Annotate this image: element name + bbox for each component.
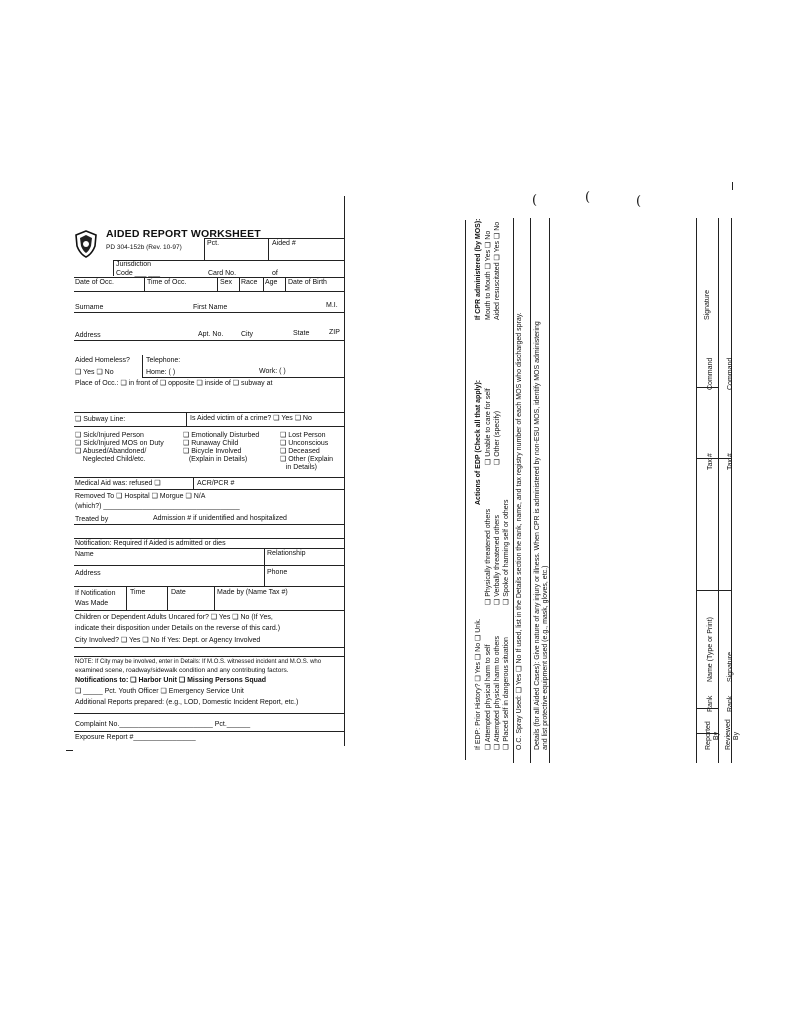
signature-column-label: Signature (704, 290, 711, 320)
removed-to[interactable]: Removed To ❑ Hospital ❑ Morgue ❑ N/A (75, 493, 206, 500)
name-type-label: Name (Type or Print) (707, 617, 714, 682)
rank-label: Rank (707, 695, 714, 712)
condition-option[interactable]: ❑ Sick/Injured Person (75, 432, 144, 439)
rank-label: Rank (727, 695, 734, 712)
condition-option[interactable]: ❑ Bicycle Involved (183, 448, 242, 455)
note-line-2: examined scene, roadway/sidewalk condition and any contributing factors. (75, 667, 289, 674)
admission-label: Admission # if unidentified and hospitalized (153, 515, 287, 522)
reported-by-label: Reported By (705, 721, 720, 750)
details-line-2: and list protective equipment used (e.g., mask, gloves, etc.) (542, 565, 549, 750)
condition-option-cont: Neglected Child/etc. (75, 456, 146, 463)
condition-option-cont: (Explain in Details) (183, 456, 248, 463)
city-involved[interactable]: City Involved? ❑ Yes ❑ No If Yes: Dept. or Agency Involved (75, 637, 261, 644)
police-shield-icon (74, 230, 98, 258)
command-label: Command (707, 357, 714, 390)
command-label: Command (727, 357, 734, 390)
zip-label: ZIP (329, 329, 340, 336)
homeless-yes-no[interactable]: ❑ Yes ❑ No (75, 369, 114, 376)
edp-action[interactable]: ❑ Unable to care for self (485, 388, 492, 465)
treated-by-label: Treated by (75, 516, 109, 523)
condition-column-2 (183, 432, 259, 464)
edp-action[interactable]: ❑ Other (specify) (494, 410, 501, 465)
aided-homeless-label: Aided Homeless? (75, 357, 130, 364)
city-label: City (241, 331, 254, 338)
edp-action[interactable]: ❑ Spoke of harming self or others (503, 499, 510, 605)
form-number: PD 304-152b (Rev. 10-97) (106, 244, 182, 251)
work-phone-label: Work: ( ) (259, 368, 286, 375)
cpr-title: If CPR administered (by MOS): (475, 218, 482, 320)
code-label: Code ___ ___ (116, 270, 160, 277)
tax-label: Tax # (727, 453, 734, 470)
card-of-label: of (272, 270, 278, 277)
time-of-occ-label: Time of Occ. (147, 279, 187, 286)
form-title: AIDED REPORT WORKSHEET (106, 228, 261, 240)
edp-action[interactable]: ❑ Placed self in dangerous situation (503, 637, 510, 750)
condition-option[interactable]: ❑ Runaway Child (183, 440, 239, 447)
condition-option[interactable]: ❑ Abused/Abandoned/ (75, 448, 147, 455)
notification-heading: Notification: Required if Aided is admitted or dies (75, 540, 226, 547)
condition-option-cont: in Details) (280, 464, 317, 471)
edp-action[interactable]: ❑ Physically threatened others (485, 508, 492, 605)
scan-mark: ( (636, 194, 642, 209)
if-notification-label: If Notification (75, 590, 116, 597)
reviewed-by-label: Reviewed By (725, 719, 740, 750)
tax-label: Tax # (707, 453, 714, 470)
surname-label: Surname (75, 304, 104, 311)
condition-column-1 (75, 432, 164, 464)
place-of-occ[interactable]: Place of Occ.: ❑ in front of ❑ opposite ❑ inside of ❑ subway at (75, 380, 273, 387)
children-question[interactable]: Children or Dependent Adults Uncared for? ❑ Yes ❑ No (If Yes, (75, 614, 273, 621)
condition-option[interactable]: ❑ Lost Person (280, 432, 326, 439)
aided-number-label: Aided # (272, 240, 296, 247)
jurisdiction-label: Jurisdiction (116, 261, 152, 268)
condition-column-3 (280, 432, 333, 472)
dob-label: Date of Birth (288, 279, 327, 286)
apt-label: Apt. No. (198, 331, 224, 338)
card-number-label: Card No. (208, 270, 237, 277)
exposure-report: Exposure Report #________________ (75, 734, 196, 741)
sex-label: Sex (220, 279, 233, 286)
home-phone-label: Home: ( ) (146, 369, 176, 376)
time-label: Time (130, 589, 146, 596)
medical-aid[interactable]: Medical Aid was: refused ❑ (75, 480, 161, 487)
age-label: Age (265, 279, 278, 286)
youth-officer[interactable]: ❑ _____ Pct. Youth Officer ❑ Emergency Service Unit (75, 688, 244, 695)
date-label: Date (171, 589, 186, 596)
first-name-label: First Name (193, 304, 228, 311)
details-line-1: Details (for all Aided Cases): Give nature of any injury or illness. When CPR is administered by non-ESU MOS, identify MOS administering (534, 321, 541, 750)
was-made-label: Was Made (75, 600, 109, 607)
scan-mark: ( (532, 193, 538, 208)
notifications-to[interactable]: Notifications to: ❑ Harbor Unit ❑ Missing Persons Squad (75, 677, 267, 684)
note-line-1: NOTE: If City may be involved, enter in Details: If M.O.S. witnessed incident and M.O.S. who (75, 659, 322, 665)
condition-option[interactable]: ❑ Emotionally Disturbed (183, 432, 260, 439)
condition-option[interactable]: ❑ Other (Explain (280, 456, 333, 463)
made-by-label: Made by (Name Tax #) (217, 589, 288, 596)
date-of-occ-label: Date of Occ. (75, 279, 114, 286)
actions-title: Actions of EDP (Check all that apply): (475, 379, 482, 505)
telephone-label: Telephone: (146, 357, 181, 364)
subway-line[interactable]: ❑ Subway Line: (75, 416, 126, 423)
cpr-option[interactable]: Aided resuscitated ❑ Yes ❑ No (494, 221, 501, 320)
state-label: State (293, 330, 310, 337)
condition-option[interactable]: ❑ Sick/Injured MOS on Duty (75, 440, 164, 447)
edp-history[interactable]: If EDP: Prior History? ❑ Yes ❑ No ❑ Unk. (475, 618, 482, 750)
condition-option[interactable]: ❑ Deceased (280, 448, 320, 455)
relationship-label: Relationship (267, 550, 306, 557)
scan-mark: ( (585, 190, 591, 205)
children-indicate: indicate their disposition under Details on the reverse of this card.) (75, 625, 281, 632)
acr-pcr: ACR/PCR # (197, 480, 235, 487)
notify-name-label: Name (75, 551, 94, 558)
pct-label: Pct. (207, 240, 220, 247)
additional-reports: Additional Reports prepared: (e.g., LOD, Domestic Incident Report, etc.) (75, 699, 299, 706)
address-label: Address (75, 332, 101, 339)
complaint-number: Complaint No.________________________ Pct.______ (75, 721, 251, 728)
race-label: Race (241, 279, 258, 286)
edp-action[interactable]: ❑ Verbally threatened others (494, 515, 501, 605)
which-hospital: (which?) ___________________________________ (75, 503, 240, 510)
signature-label: Signature (727, 652, 734, 682)
victim-of-crime[interactable]: Is Aided victim of a crime? ❑ Yes ❑ No (190, 415, 312, 422)
notify-address-label: Address (75, 570, 101, 577)
phone-label: Phone (267, 569, 288, 576)
cpr-option[interactable]: Mouth to Mouth ❑ Yes ❑ No (485, 230, 492, 320)
oc-spray[interactable]: O.C. Spray Used: ❑ Yes ❑ No If used, list in the Details section the rank, name, and tax registry number of each MOS who discharged spray. (516, 312, 523, 750)
condition-option[interactable]: ❑ Unconscious (280, 440, 329, 447)
mi-label: M.I. (326, 302, 338, 309)
edp-action[interactable]: ❑ Attempted physical harm to self (485, 644, 492, 750)
edp-action[interactable]: ❑ Attempted physical harm to others (494, 635, 501, 750)
